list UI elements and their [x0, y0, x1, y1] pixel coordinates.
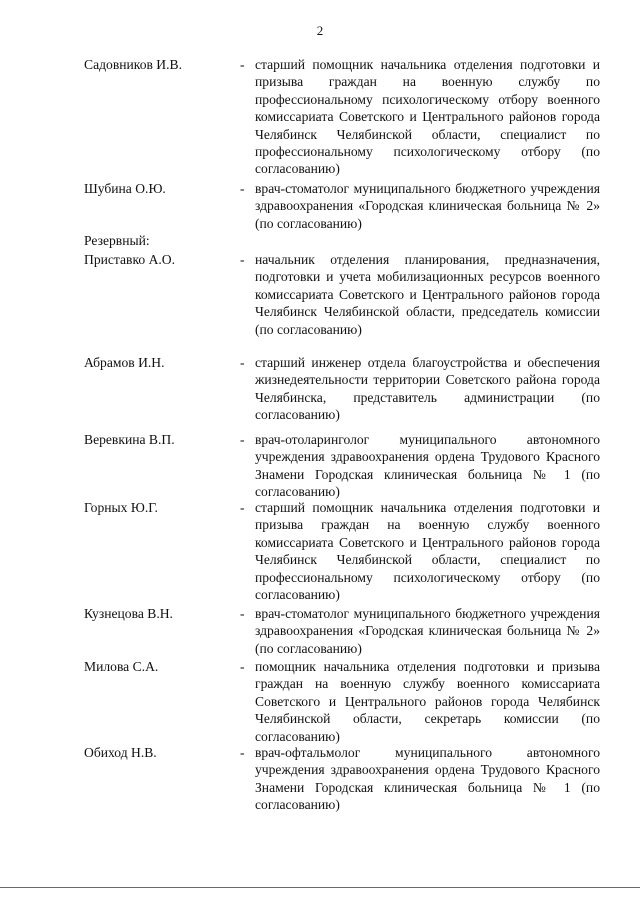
member-description: врач-отоларинголог муниципального автономного учреждения здравоохранения ордена Трудового Красного Знамени Городская клиническая больница № 1 (по согласованию)	[255, 432, 600, 500]
member-name: Милова С.А.	[84, 659, 159, 674]
page-bottom-divider	[0, 887, 640, 888]
member-description: старший помощник начальника отделения подготовки и призыва граждан на военную службу по профессиональному психологическому отбору военного комиссариата Советского и Центрального районов города Челябинск Челябинской области, специалист по профессиональному психологическому отбору (по согласованию)	[255, 57, 600, 177]
dash-separator: -	[240, 355, 245, 370]
dash-separator: -	[240, 252, 245, 267]
dash-separator: -	[240, 606, 245, 621]
dash-separator: -	[240, 432, 245, 447]
member-description: старший помощник начальника отделения подготовки и призыва граждан на военную службу военного комиссариата Советского и Центрального районов города Челябинск Челябинской области, специалист по профессиональному психологическому отбору (по согласованию)	[255, 500, 600, 603]
member-name: Садовников И.В.	[84, 57, 182, 72]
dash-separator: -	[240, 500, 245, 515]
page-number: 2	[316, 23, 324, 38]
member-name: Горных Ю.Г.	[84, 500, 158, 515]
dash-separator: -	[240, 745, 245, 760]
member-name: Обиход Н.В.	[84, 745, 157, 760]
member-description: врач-стоматолог муниципального бюджетного учреждения здравоохранения «Городская клиническая больница № 2» (по согласованию)	[255, 181, 600, 231]
member-name: Абрамов И.Н.	[84, 355, 165, 370]
member-name: Приставко А.О.	[84, 252, 176, 267]
dash-separator: -	[240, 659, 245, 674]
member-description: старший инженер отдела благоустройства и обеспечения жизнедеятельности территории Советского района города Челябинска, представитель администрации (по согласованию)	[255, 355, 600, 423]
member-description: начальник отделения планирования, предназначения, подготовки и учета мобилизационных ресурсов военного комиссариата Советского и Центрального районов города Челябинск Челябинской области, председатель комиссии (по согласованию)	[255, 252, 600, 337]
dash-separator: -	[240, 181, 245, 196]
reserve-heading: Резервный:	[84, 233, 150, 248]
member-name: Шубина О.Ю.	[84, 181, 166, 196]
member-name: Веревкина В.П.	[84, 432, 175, 447]
member-description: врач-стоматолог муниципального бюджетного учреждения здравоохранения «Городская клиническая больница № 2» (по согласованию)	[255, 606, 600, 656]
member-description: врач-офтальмолог муниципального автономного учреждения здравоохранения ордена Трудового Красного Знамени Городская клиническая больница № 1 (по согласованию)	[255, 745, 600, 813]
member-name: Кузнецова В.Н.	[84, 606, 173, 621]
dash-separator: -	[240, 57, 245, 72]
member-description: помощник начальника отделения подготовки и призыва граждан на военную службу военного комиссариата Советского и Центрального районов города Челябинск Челябинской области, секретарь комиссии (по согласованию)	[255, 659, 600, 744]
